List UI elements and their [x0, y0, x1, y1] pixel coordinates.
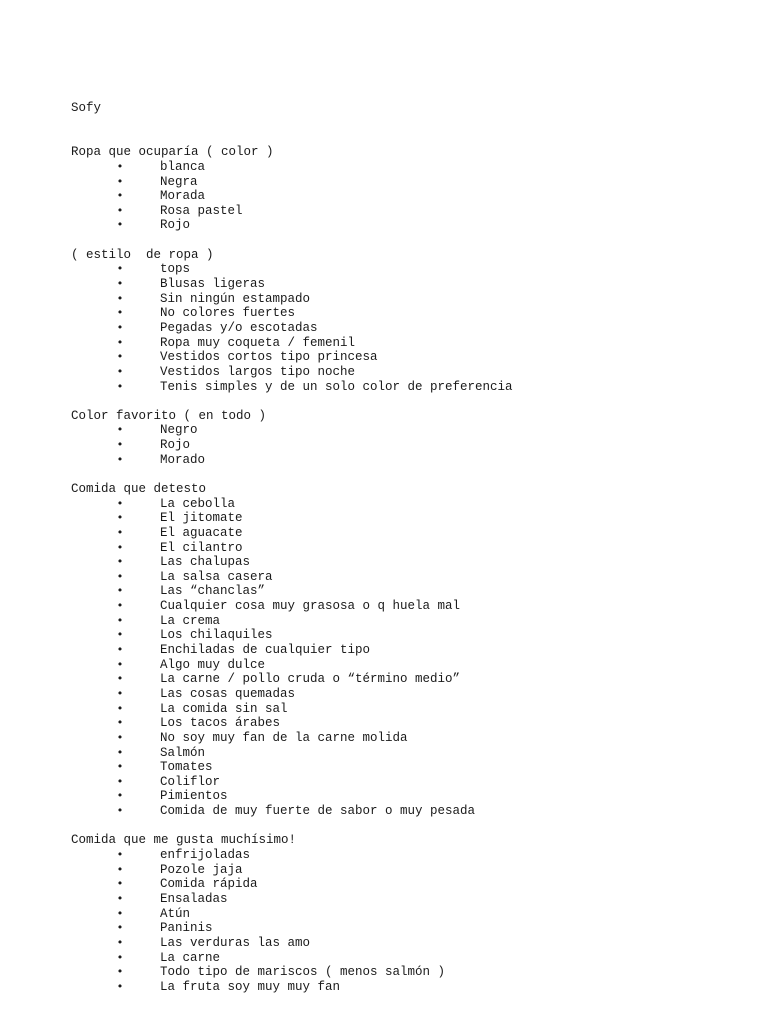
list-item-text: La salsa casera [160, 569, 273, 584]
list-item-text: No colores fuertes [160, 306, 296, 321]
list-item [71, 804, 751, 819]
list-item-text: Tomates [160, 760, 213, 775]
bullet-icon: • [116, 716, 124, 730]
list-item [71, 218, 751, 233]
list-item [71, 189, 751, 204]
bullet-icon: • [116, 452, 124, 466]
section-spacer [71, 233, 751, 248]
list-item [71, 160, 751, 175]
list-item-text: Pimientos [160, 789, 228, 804]
list-item [71, 892, 751, 907]
list-item [71, 863, 751, 878]
list-item [71, 380, 751, 395]
bullet-icon: • [116, 965, 124, 979]
bullet-icon: • [116, 203, 124, 217]
list-item [71, 702, 751, 717]
list-item-text: Ensaladas [160, 891, 228, 906]
list-item [71, 365, 751, 380]
list-item [71, 731, 751, 746]
bullet-icon: • [116, 174, 124, 188]
list-item-text: Pozole jaja [160, 862, 243, 877]
list-item-text: La crema [160, 613, 221, 628]
list-item [71, 555, 751, 570]
list-item [71, 672, 751, 687]
list-item [71, 541, 751, 556]
list-item-text: Blusas ligeras [160, 277, 266, 292]
list-item [71, 921, 751, 936]
list-item [71, 716, 751, 731]
list-item [71, 980, 751, 995]
bullet-icon: • [116, 291, 124, 305]
bullet-icon: • [116, 628, 124, 642]
section-heading: Comida que me gusta muchísimo! [71, 833, 297, 848]
list-item-text: Vestidos cortos tipo princesa [160, 350, 378, 365]
list-item-text: Rojo [160, 438, 191, 453]
list-item-text: La fruta soy muy muy fan [160, 979, 341, 994]
bullet-icon: • [116, 277, 124, 291]
bullet-icon: • [116, 189, 124, 203]
bullet-icon: • [116, 701, 124, 715]
list-item-text: Enchiladas de cualquier tipo [160, 643, 371, 658]
list-item-text: La comida sin sal [160, 701, 288, 716]
list-item-text: Las verduras las amo [160, 935, 311, 950]
bullet-icon: • [116, 159, 124, 173]
list-item [71, 658, 751, 673]
list-item-text: Rosa pastel [160, 203, 243, 218]
bullet-icon: • [116, 848, 124, 862]
bullet-icon: • [116, 672, 124, 686]
section [71, 145, 751, 233]
list-item-text: Las cosas quemadas [160, 686, 296, 701]
list-item-text: El cilantro [160, 540, 243, 555]
section-spacer [71, 467, 751, 482]
list-item [71, 277, 751, 292]
bullet-icon: • [116, 379, 124, 393]
bullet-icon: • [116, 686, 124, 700]
list-item [71, 599, 751, 614]
list-item-text: No soy muy fan de la carne molida [160, 730, 408, 745]
bullet-icon: • [116, 921, 124, 935]
list-item-text: Comida de muy fuerte de sabor o muy pesada [160, 804, 476, 819]
list-item [71, 262, 751, 277]
list-item [71, 438, 751, 453]
bullet-icon: • [116, 335, 124, 349]
bullet-icon: • [116, 320, 124, 334]
section-spacer [71, 394, 751, 409]
list-item-text: El aguacate [160, 525, 243, 540]
section-heading: ( estilo de ropa ) [71, 247, 214, 262]
list-item [71, 584, 751, 599]
bullet-icon: • [116, 350, 124, 364]
bullet-icon: • [116, 540, 124, 554]
bullet-icon: • [116, 862, 124, 876]
list-item [71, 746, 751, 761]
bullet-icon: • [116, 774, 124, 788]
list-item [71, 936, 751, 951]
list-item-text: Negra [160, 174, 198, 189]
list-item-text: Pegadas y/o escotadas [160, 320, 318, 335]
bullet-icon: • [116, 599, 124, 613]
list-item [71, 526, 751, 541]
bullet-icon: • [116, 745, 124, 759]
bullet-icon: • [116, 657, 124, 671]
list-item [71, 614, 751, 629]
bullet-icon: • [116, 511, 124, 525]
bullet-icon: • [116, 877, 124, 891]
list-item-text: Tenis simples y de un solo color de preferencia [160, 379, 513, 394]
list-item [71, 760, 751, 775]
list-item-text: Paninis [160, 921, 213, 936]
list-item-text: Morada [160, 189, 206, 204]
list-item [71, 511, 751, 526]
document-title: Sofy [71, 101, 102, 116]
list-item [71, 570, 751, 585]
list-item [71, 775, 751, 790]
list-item [71, 877, 751, 892]
bullet-icon: • [116, 306, 124, 320]
list-item [71, 789, 751, 804]
list-item-text: El jitomate [160, 511, 243, 526]
bullet-icon: • [116, 525, 124, 539]
list-item [71, 204, 751, 219]
bullet-icon: • [116, 935, 124, 949]
bullet-icon: • [116, 584, 124, 598]
bullet-icon: • [116, 218, 124, 232]
bullet-icon: • [116, 906, 124, 920]
list-item-text: Cualquier cosa muy grasosa o q huela mal [160, 599, 461, 614]
section-spacer [71, 819, 751, 834]
list-item-text: Sin ningún estampado [160, 291, 311, 306]
list-item [71, 848, 751, 863]
list-item-text: Las “chanclas” [160, 584, 266, 599]
list-item-text: enfrijoladas [160, 848, 251, 863]
list-item-text: Coliflor [160, 774, 221, 789]
list-item [71, 643, 751, 658]
list-item-text: blanca [160, 159, 206, 174]
list-item [71, 175, 751, 190]
list-item-text: Algo muy dulce [160, 657, 266, 672]
list-item-text: Ropa muy coqueta / femenil [160, 335, 356, 350]
section [71, 482, 751, 819]
list-item [71, 965, 751, 980]
bullet-icon: • [116, 423, 124, 437]
section-heading: Ropa que ocuparía ( color ) [71, 145, 274, 160]
bullet-icon: • [116, 891, 124, 905]
list-item [71, 321, 751, 336]
list-item-text: La carne [160, 950, 221, 965]
section-heading: Color favorito ( en todo ) [71, 408, 267, 423]
list-item [71, 951, 751, 966]
list-item-text: Atún [160, 906, 191, 921]
list-item-text: Negro [160, 423, 198, 438]
bullet-icon: • [116, 760, 124, 774]
list-item [71, 687, 751, 702]
list-item [71, 306, 751, 321]
list-item [71, 292, 751, 307]
list-item-text: La cebolla [160, 496, 236, 511]
section [71, 833, 751, 994]
bullet-icon: • [116, 804, 124, 818]
list-item-text: Las chalupas [160, 555, 251, 570]
bullet-icon: • [116, 643, 124, 657]
list-item-text: Salmón [160, 745, 206, 760]
list-item-text: Los chilaquiles [160, 628, 273, 643]
bullet-icon: • [116, 496, 124, 510]
list-item-text: Todo tipo de mariscos ( menos salmón ) [160, 965, 446, 980]
bullet-icon: • [116, 789, 124, 803]
list-item-text: Morado [160, 452, 206, 467]
section [71, 409, 751, 468]
bullet-icon: • [116, 950, 124, 964]
sections-container [71, 145, 751, 994]
bullet-icon: • [116, 555, 124, 569]
list-item [71, 423, 751, 438]
list-item-text: Los tacos árabes [160, 716, 281, 731]
list-item [71, 336, 751, 351]
list-item [71, 497, 751, 512]
bullet-icon: • [116, 364, 124, 378]
section-heading: Comida que detesto [71, 482, 207, 496]
bullet-icon: • [116, 569, 124, 583]
list-item-text: Rojo [160, 218, 191, 233]
bullet-icon: • [116, 438, 124, 452]
list-item [71, 350, 751, 365]
section [71, 248, 751, 394]
list-item-text: tops [160, 262, 191, 277]
list-item-text: La carne / pollo cruda o “término medio” [160, 672, 461, 687]
list-item [71, 628, 751, 643]
document-body [71, 72, 751, 1024]
bullet-icon: • [116, 262, 124, 276]
list-item [71, 453, 751, 468]
list-item-text: Vestidos largos tipo noche [160, 364, 356, 379]
list-item [71, 907, 751, 922]
bullet-icon: • [116, 613, 124, 627]
bullet-icon: • [116, 979, 124, 993]
bullet-icon: • [116, 730, 124, 744]
list-item-text: Comida rápida [160, 877, 258, 892]
